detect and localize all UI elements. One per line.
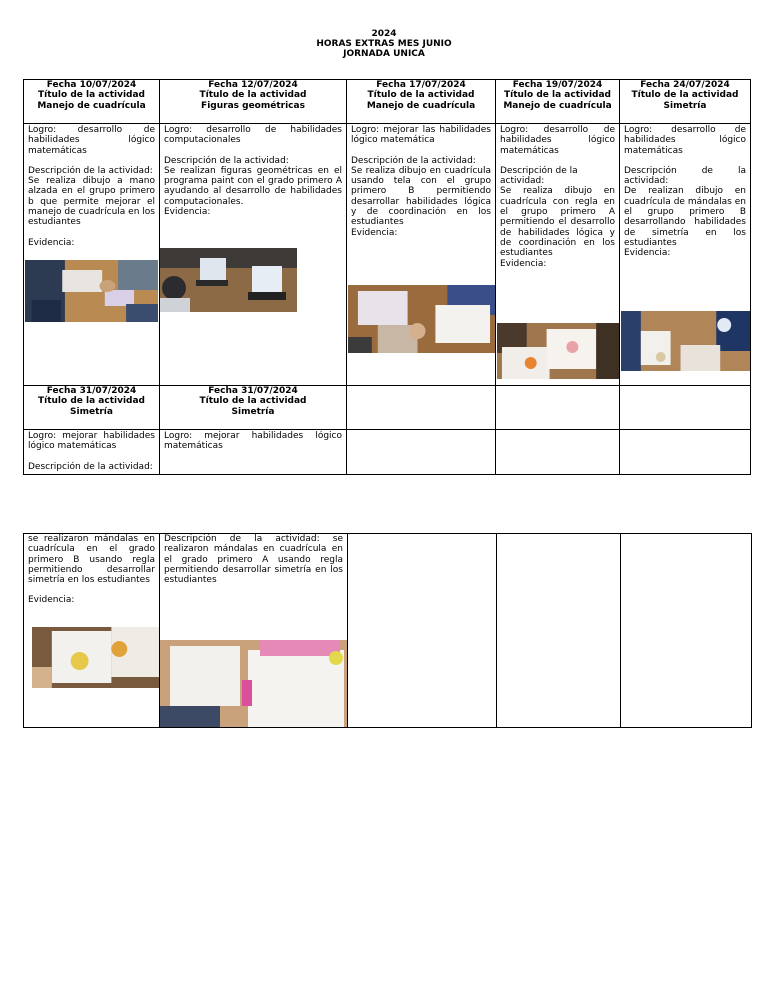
- activity-desc-label: Descripción de la actividad:: [500, 165, 578, 187]
- classroom-photo-icon: [497, 323, 619, 379]
- header-cell-6: [24, 386, 160, 430]
- activity-description: Se realiza dibujo en cuadrícula con regla en el grupo primero A permitiendo el desarrollo de habilidades lógica y de coordinación en los estudiantes: [500, 186, 615, 259]
- activity-body-7: [160, 430, 347, 475]
- activities-table: [23, 79, 751, 475]
- activity-body-4: [496, 124, 620, 386]
- activity-logro: Logro: desarrollo de habilidades computacionales: [164, 125, 342, 146]
- empty-cell: [621, 534, 752, 728]
- header-cell-4: [496, 80, 620, 124]
- classroom-photo-icon: [621, 311, 750, 371]
- activity-date: Fecha 10/07/2024: [46, 80, 137, 90]
- activity-title-label: Título de la actividad: [37, 90, 145, 101]
- evidence-photo: [32, 627, 159, 688]
- classroom-photo-icon: [25, 260, 158, 322]
- activity-date: Fecha 24/07/2024: [640, 80, 730, 90]
- activity-title-label: Título de la actividad: [503, 90, 611, 101]
- activity-title: Figuras geométricas: [201, 100, 305, 111]
- activity-description: De realizan dibujo en cuadrícula de mándalas en el grupo primero B desarrollando habilidades de simetría en los estudiantes: [624, 186, 746, 248]
- activity-evidence-label: Evidencia:: [351, 227, 398, 238]
- activity-date: Fecha 31/07/2024: [208, 386, 298, 396]
- activity-evidence-label: Evidencia:: [28, 595, 75, 606]
- empty-cell: [348, 534, 497, 728]
- empty-cell: [347, 430, 496, 475]
- evidence-photo: [621, 311, 750, 371]
- activity-body-7-continued: [160, 534, 348, 728]
- activity-body-5: [620, 124, 751, 386]
- evidence-photo: [25, 260, 158, 322]
- classroom-photo-icon: [160, 248, 297, 312]
- classroom-photo-icon: [32, 627, 159, 688]
- activity-date: Fecha 17/07/2024: [376, 80, 466, 90]
- activity-title: Simetría: [231, 406, 275, 417]
- document-header: [0, 29, 768, 59]
- activity-date: Fecha 12/07/2024: [208, 80, 298, 90]
- activity-desc-label: Descripción de la actividad:: [351, 155, 476, 166]
- empty-cell: [347, 386, 496, 430]
- header-title: HORAS EXTRAS MES JUNIO: [316, 39, 452, 49]
- evidence-photo: [160, 640, 347, 727]
- activity-title-label: Título de la actividad: [199, 396, 307, 407]
- activity-desc-label: Descripción de la actividad:: [164, 155, 289, 166]
- activity-body-2: [160, 124, 347, 386]
- activity-title-label: Título de la actividad: [37, 396, 145, 407]
- empty-cell: [496, 430, 620, 475]
- activity-logro: Logro: desarrollo de habilidades lógico matemáticas: [500, 125, 615, 156]
- activity-desc-label: Descripción de la actividad:: [28, 165, 153, 176]
- header-year: 2024: [371, 29, 397, 39]
- header-cell-7: [160, 386, 347, 430]
- activities-table-continued: [23, 533, 752, 728]
- classroom-photo-icon: [348, 285, 495, 353]
- activity-title: Simetría: [70, 406, 113, 417]
- activity-logro: Logro: desarrollo de habilidades lógico matemáticas: [624, 125, 746, 156]
- activity-logro: Logro: mejorar habilidades lógico matemáticas: [164, 431, 342, 452]
- activity-evidence-label: Evidencia:: [500, 258, 547, 269]
- activity-body-6: [24, 430, 160, 475]
- activity-description: Se realizan figuras geométricas en el programa paint con el grado primero A ayudando al desarrollo de habilidades computacionales.: [164, 165, 342, 207]
- activity-body-1: [24, 124, 160, 386]
- activity-description: Se realiza dibujo en cuadrícula usando tela con el grupo primero B permitiendo desarrollar habilidades lógica y de coordinación en los estudiantes: [351, 165, 491, 228]
- empty-cell: [496, 386, 620, 430]
- evidence-photo: [160, 248, 297, 312]
- activity-title: Simetría: [663, 100, 707, 111]
- activity-evidence-label: Evidencia:: [28, 237, 75, 248]
- empty-cell: [497, 534, 621, 728]
- activity-date: Fecha 19/07/2024: [512, 80, 603, 90]
- activity-desc-label: Descripción de la actividad:: [28, 461, 153, 472]
- header-cell-3: [347, 80, 496, 124]
- activity-logro: Logro: mejorar las habilidades lógico matemática: [351, 125, 491, 146]
- header-cell-5: [620, 80, 751, 124]
- activity-evidence-label: Evidencia:: [164, 207, 211, 218]
- evidence-photo: [348, 285, 495, 353]
- empty-cell: [620, 386, 751, 430]
- header-cell-2: [160, 80, 347, 124]
- header-subtitle: JORNADA UNICA: [343, 49, 425, 59]
- activity-title-label: Título de la actividad: [199, 90, 307, 101]
- activity-logro: Logro: desarrollo de habilidades lógico matemáticas: [28, 125, 155, 156]
- header-cell-1: [24, 80, 160, 124]
- activity-description: Descripción de la actividad: se realizaron mándalas en cuadrícula en el grado primero A usando regla permitiendo desarrollar simetría en los estudiantes: [164, 534, 343, 586]
- activity-title-label: Título de la actividad: [367, 90, 475, 101]
- activity-logro: Logro: mejorar habilidades lógico matemáticas: [28, 431, 155, 452]
- activity-body-6-continued: [24, 534, 160, 728]
- activity-desc-label: Descripción de la actividad:: [624, 165, 746, 187]
- classroom-photo-icon: [160, 640, 347, 727]
- activity-evidence-label: Evidencia:: [624, 248, 671, 259]
- empty-cell: [620, 430, 751, 475]
- activity-description: Se realiza dibujo a mano alzada en el grupo primero b que permite mejorar el manejo de cuadrícula en los estudiantes: [28, 176, 155, 228]
- activity-description: se realizaron mándalas en cuadrícula en el grado primero B usando regla permitiendo desarrollar simetría en los estudiantes: [28, 534, 155, 586]
- activity-title: Manejo de cuadrícula: [503, 100, 612, 111]
- activity-body-3: [347, 124, 496, 386]
- activity-title-label: Título de la actividad: [631, 90, 739, 101]
- activity-title: Manejo de cuadrícula: [37, 100, 146, 111]
- evidence-photo: [497, 323, 619, 379]
- activity-title: Manejo de cuadrícula: [366, 100, 476, 111]
- activity-date: Fecha 31/07/2024: [46, 386, 137, 396]
